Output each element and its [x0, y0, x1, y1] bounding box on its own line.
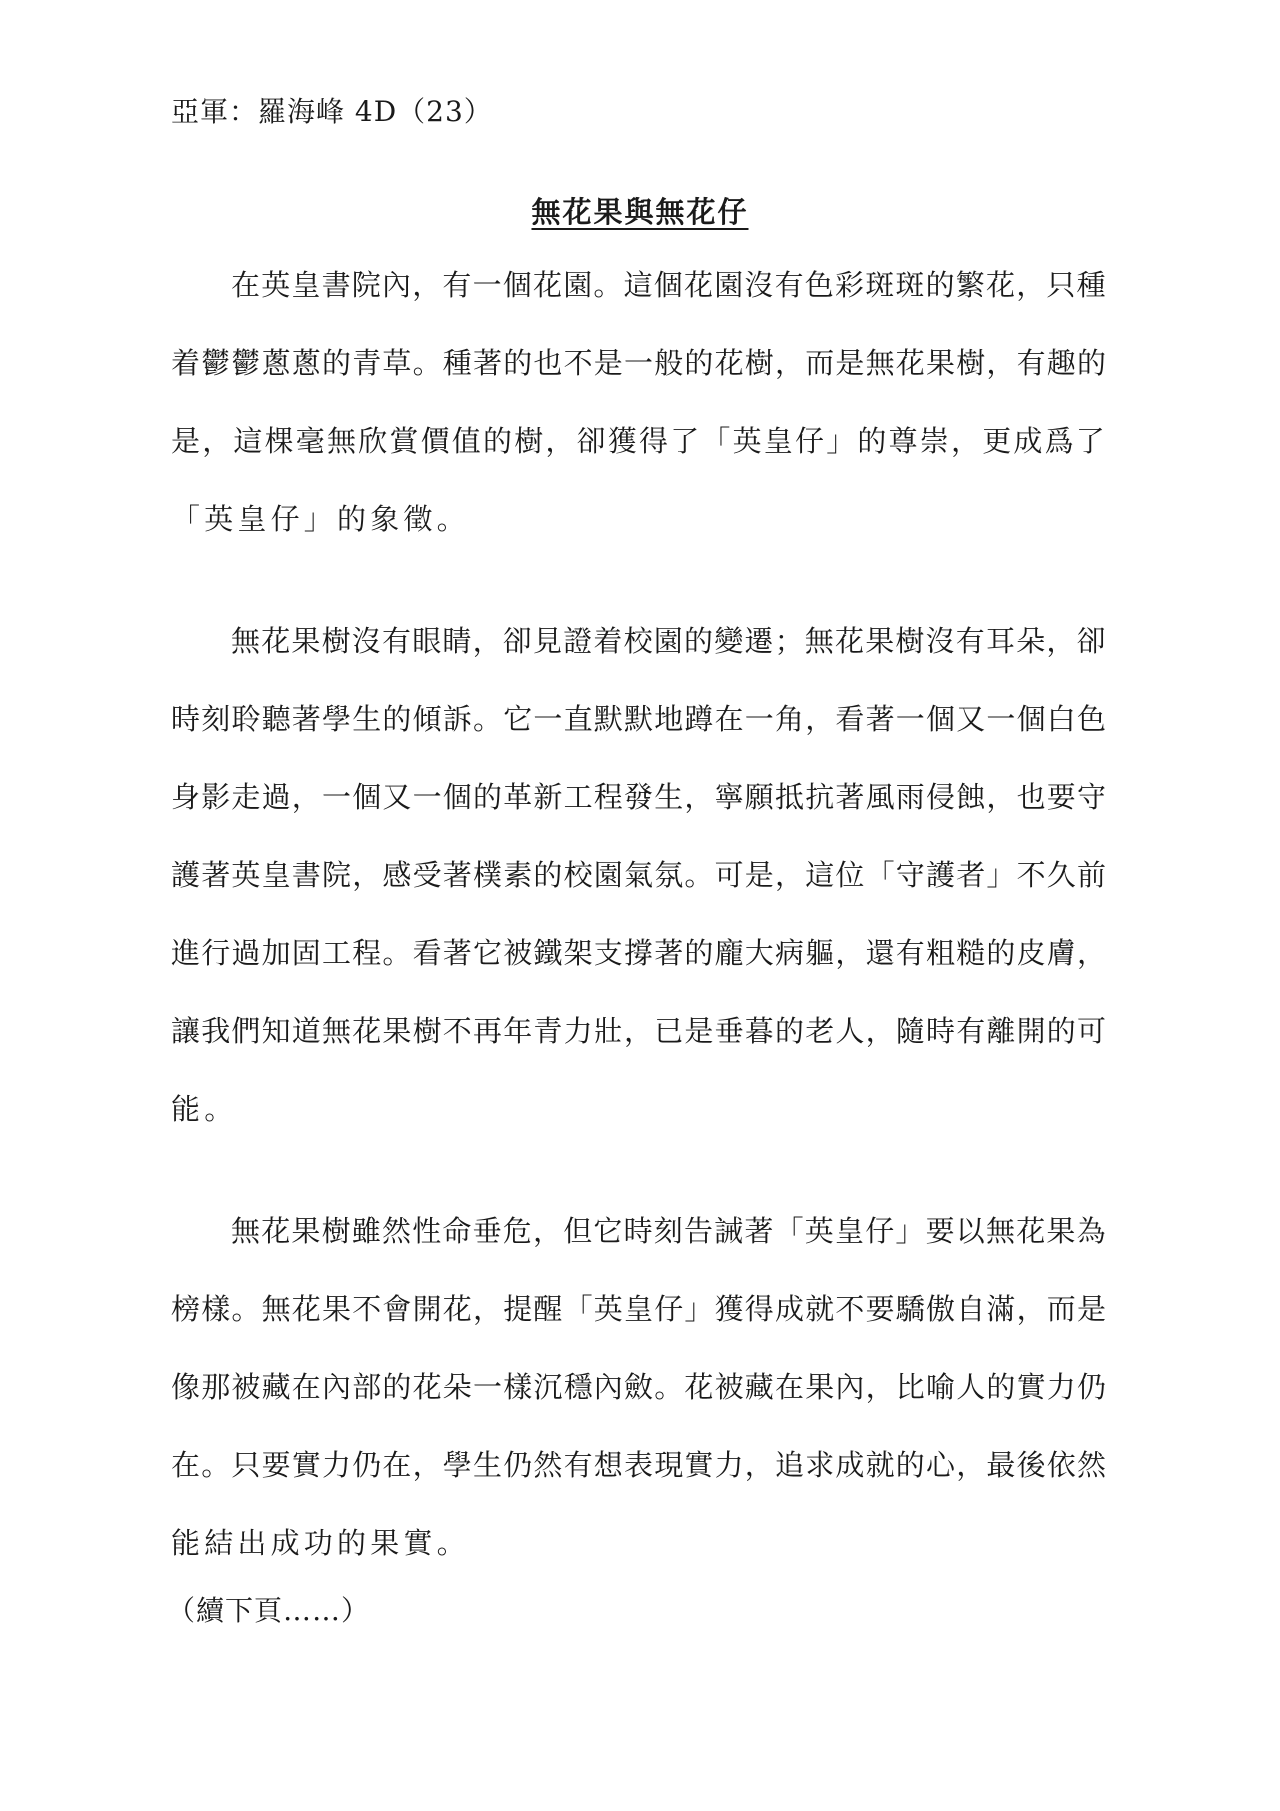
paragraph-2-line-1: 無花果樹沒有眼睛，卻見證着校園的變遷；無花果樹沒有耳朵，卻 [231, 624, 1107, 658]
paragraph-2-line-2: 時刻聆聽著學生的傾訴。它一直默默地蹲在一角，看著一個又一個白色 [171, 702, 1108, 736]
paragraph-1-line-1: 在英皇書院內，有一個花園。這個花園沒有色彩斑斑的繁花，只種 [231, 268, 1107, 302]
continued-note: （續下頁……） [167, 1594, 371, 1627]
paragraph-3-line-3: 像那被藏在內部的花朵一樣沉穩內斂。花被藏在果內，比喻人的實力仍 [171, 1370, 1108, 1404]
essay-title-text: 無花果與無花仔 [531, 195, 749, 229]
paragraph-2-line-7: 能。 [171, 1092, 238, 1126]
paragraph-2-line-3: 身影走過，一個又一個的革新工程發生，寧願抵抗著風雨侵蝕，也要守 [171, 780, 1108, 814]
paragraph-2-line-6: 讓我們知道無花果樹不再年青力壯，已是垂暮的老人，隨時有離開的可 [171, 1014, 1108, 1048]
essay-title [0, 192, 1280, 232]
paragraph-2-line-5: 進行過加固工程。看著它被鐵架支撐著的龐大病軀，還有粗糙的皮膚， [171, 936, 1108, 970]
paragraph-3-line-4: 在。只要實力仍在，學生仍然有想表現實力，追求成就的心，最後依然 [171, 1448, 1108, 1482]
paragraph-3-line-5: 能結出成功的果實。 [171, 1526, 470, 1560]
paragraph-3-line-1: 無花果樹雖然性命垂危，但它時刻告誡著「英皇仔」要以無花果為 [231, 1214, 1107, 1248]
paragraph-1-line-4: 「英皇仔」的象徵。 [171, 502, 470, 536]
paragraph-2-line-4: 護著英皇書院，感受著樸素的校園氣氛。可是，這位「守護者」不久前 [171, 858, 1108, 892]
paragraph-1-line-2: 着鬱鬱蔥蔥的青草。種著的也不是一般的花樹，而是無花果樹，有趣的 [171, 346, 1108, 380]
author-line: 亞軍：羅海峰 4D（23） [171, 95, 493, 128]
paragraph-1-line-3: 是，這棵毫無欣賞價值的樹，卻獲得了「英皇仔」的尊崇，更成爲了 [171, 424, 1108, 458]
paragraph-3-line-2: 榜樣。無花果不會開花，提醒「英皇仔」獲得成就不要驕傲自滿，而是 [171, 1292, 1108, 1326]
